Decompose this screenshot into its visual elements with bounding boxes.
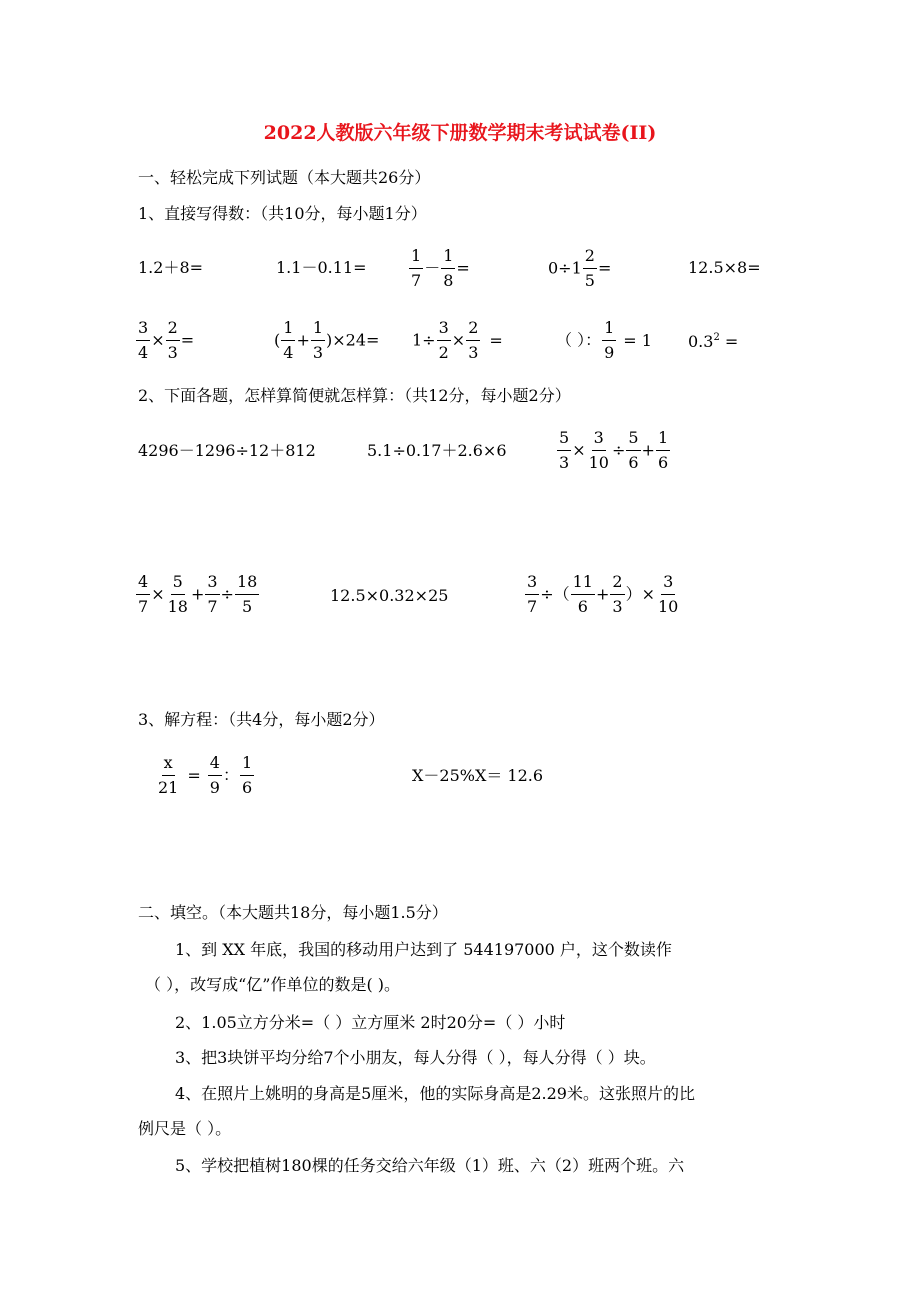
q3-heading: 3、解方程：（共4分，每小题2分） bbox=[138, 710, 385, 729]
q1-item-i: （ ）： $\frac{1}{9}$ = 1 bbox=[556, 318, 652, 362]
fill-q2: 2、1.05立方分米=（ ）立方厘米 2时20分=（ ）小时 bbox=[175, 1013, 566, 1032]
fill-q1-line1: 1、到 XX 年底，我国的移动用户达到了 544197000 户，这个数读作 bbox=[175, 940, 672, 959]
q1-item-g: ( $\frac{1}{4}$ + $\frac{1}{3}$ )×24= bbox=[274, 318, 380, 362]
q2-item-e: 12.5×0.32×25 bbox=[330, 586, 449, 605]
fill-q5-line1: 5、学校把植树180棵的任务交给六年级（1）班、六（2）班两个班。六 bbox=[175, 1156, 685, 1175]
fill-q1-line2: （ ），改写成“亿”作单位的数是( )。 bbox=[145, 975, 401, 994]
q2-item-a: 4296－1296÷12＋812 bbox=[138, 441, 316, 460]
q2-item-d: $\frac{4}{7}$ × $\frac{5}{18}$ + $\frac{3}{7}$ ÷ $\frac{18}{5}$ bbox=[138, 572, 258, 616]
q1-item-b: 1.1－0.11= bbox=[276, 258, 367, 277]
section1-heading: 一、轻松完成下列试题（本大题共26分） bbox=[138, 168, 431, 187]
q1-item-j: $0.3^2$ = bbox=[688, 332, 739, 351]
q1-item-f: $\frac{3}{4}$ × $\frac{2}{3}$ = bbox=[138, 318, 195, 362]
section2-heading: 二、填空。（本大题共18分，每小题1.5分） bbox=[138, 903, 448, 922]
fill-q4-line1: 4、在照片上姚明的身高是5厘米，他的实际身高是2.29米。这张照片的比 bbox=[175, 1084, 695, 1103]
q1-item-c: $\frac{1}{7}$ － $\frac{1}{8}$ = bbox=[411, 246, 470, 290]
q2-item-c: $\frac{5}{3}$ × $\frac{3}{10}$ ÷ $\frac{5}{6}$ + $\frac{1}{6}$ bbox=[559, 428, 669, 472]
q1-item-h: 1÷ $\frac{3}{2}$ × $\frac{2}{3}$ = bbox=[412, 318, 503, 362]
q1-item-a: 1.2＋8= bbox=[138, 258, 204, 277]
fill-q3: 3、把3块饼平均分给7个小朋友，每人分得（ ），每人分得（ ）块。 bbox=[175, 1048, 656, 1067]
q1-heading: 1、直接写得数：（共10分，每小题1分） bbox=[138, 204, 427, 223]
q2-item-b: 5.1÷0.17＋2.6×6 bbox=[367, 441, 507, 460]
page-title: 2022人教版六年级下册数学期末考试试卷(II) bbox=[263, 122, 657, 144]
q3-item-a: $\frac{x}{21}$ = $\frac{4}{9}$ ： $\frac{1}{6}$ bbox=[158, 753, 253, 797]
q3-item-b: X－25%X＝ 12.6 bbox=[412, 766, 544, 785]
fill-q4-line2: 例尺是（ ）。 bbox=[138, 1119, 232, 1138]
q2-item-f: $\frac{3}{7}$ ÷（ $\frac{11}{6}$ + $\frac{2}{3}$ ）× $\frac{3}{10}$ bbox=[527, 572, 679, 616]
q1-item-d: 0÷1 $\frac{2}{5}$ = bbox=[548, 246, 612, 290]
q2-heading: 2、下面各题，怎样算简便就怎样算：（共12分，每小题2分） bbox=[138, 386, 571, 405]
q1-item-e: 12.5×8= bbox=[688, 258, 761, 277]
